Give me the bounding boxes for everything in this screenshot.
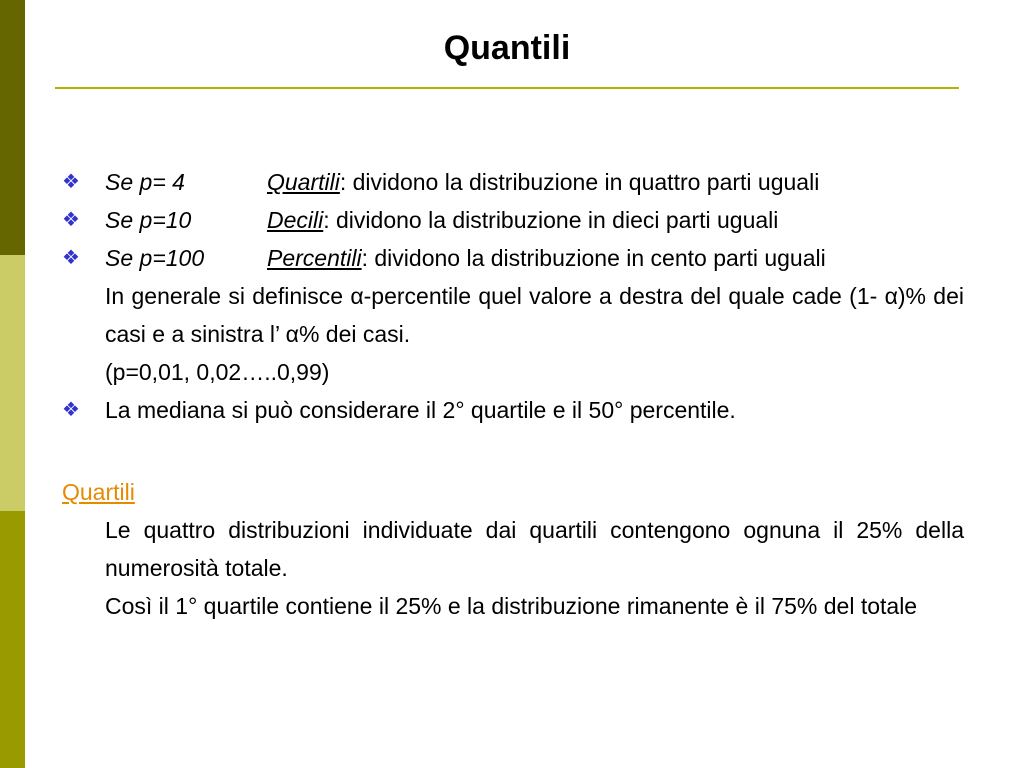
diamond-bullet-icon: ❖: [62, 209, 80, 231]
definition-text: [267, 201, 778, 239]
diamond-bullet-icon: ❖: [62, 399, 80, 421]
condition-text: Se p=10: [105, 207, 192, 233]
term-text: Percentili: [267, 245, 362, 271]
general-text-2: -percentile quel valore a destra del quale cade (1-: [363, 283, 885, 309]
general-text-4: % dei casi.: [298, 321, 411, 347]
general-definition-paragraph: [105, 277, 964, 353]
definition-text: [267, 163, 819, 201]
sidebar-decoration: [0, 0, 25, 768]
description-text: : dividono la distribuzione in cento parti uguali: [361, 245, 826, 271]
quartili-paragraph-2: Così il 1° quartile contiene il 25% e la distribuzione rimanente è il 75% del totale: [105, 593, 918, 619]
slide-content: [62, 163, 964, 625]
general-text-1: In generale si definisce: [105, 283, 351, 309]
sidebar-segment-bottom: [0, 511, 25, 768]
bullet-item-quartili: [62, 163, 964, 201]
bullet-item-mediana: [62, 391, 964, 429]
alpha-symbol: α: [285, 321, 299, 347]
condition-text: Se p= 4: [105, 169, 185, 195]
quartili-link[interactable]: Quartili: [62, 479, 135, 505]
term-text: Quartili: [267, 169, 340, 195]
term-text: Decili: [267, 207, 324, 233]
bullet-item-percentili: [62, 239, 964, 277]
sidebar-segment-top: [0, 0, 25, 255]
general-text-3: )% dei casi e a sinistra l’: [105, 283, 964, 347]
sidebar-segment-middle: [0, 255, 25, 511]
quartili-paragraph-1: Le quattro distribuzioni individuate dai quartili contengono ognuna il 25% della numerosità totale.: [105, 517, 964, 581]
median-text: La mediana si può considerare il 2° quartile e il 50° percentile.: [105, 397, 736, 423]
definition-text: [267, 239, 826, 277]
description-text: : dividono la distribuzione in dieci parti uguali: [323, 207, 779, 233]
bullet-item-decili: [62, 201, 964, 239]
description-text: : dividono la distribuzione in quattro parti uguali: [339, 169, 820, 195]
p-values-text: (p=0,01, 0,02…..0,99): [105, 359, 330, 385]
title-divider: [55, 87, 959, 89]
alpha-symbol: α: [884, 283, 898, 309]
condition-text: Se p=100: [105, 245, 205, 271]
slide-title: Quantili: [443, 29, 571, 67]
diamond-bullet-icon: ❖: [62, 171, 80, 193]
diamond-bullet-icon: ❖: [62, 247, 80, 269]
alpha-symbol: α: [350, 283, 364, 309]
